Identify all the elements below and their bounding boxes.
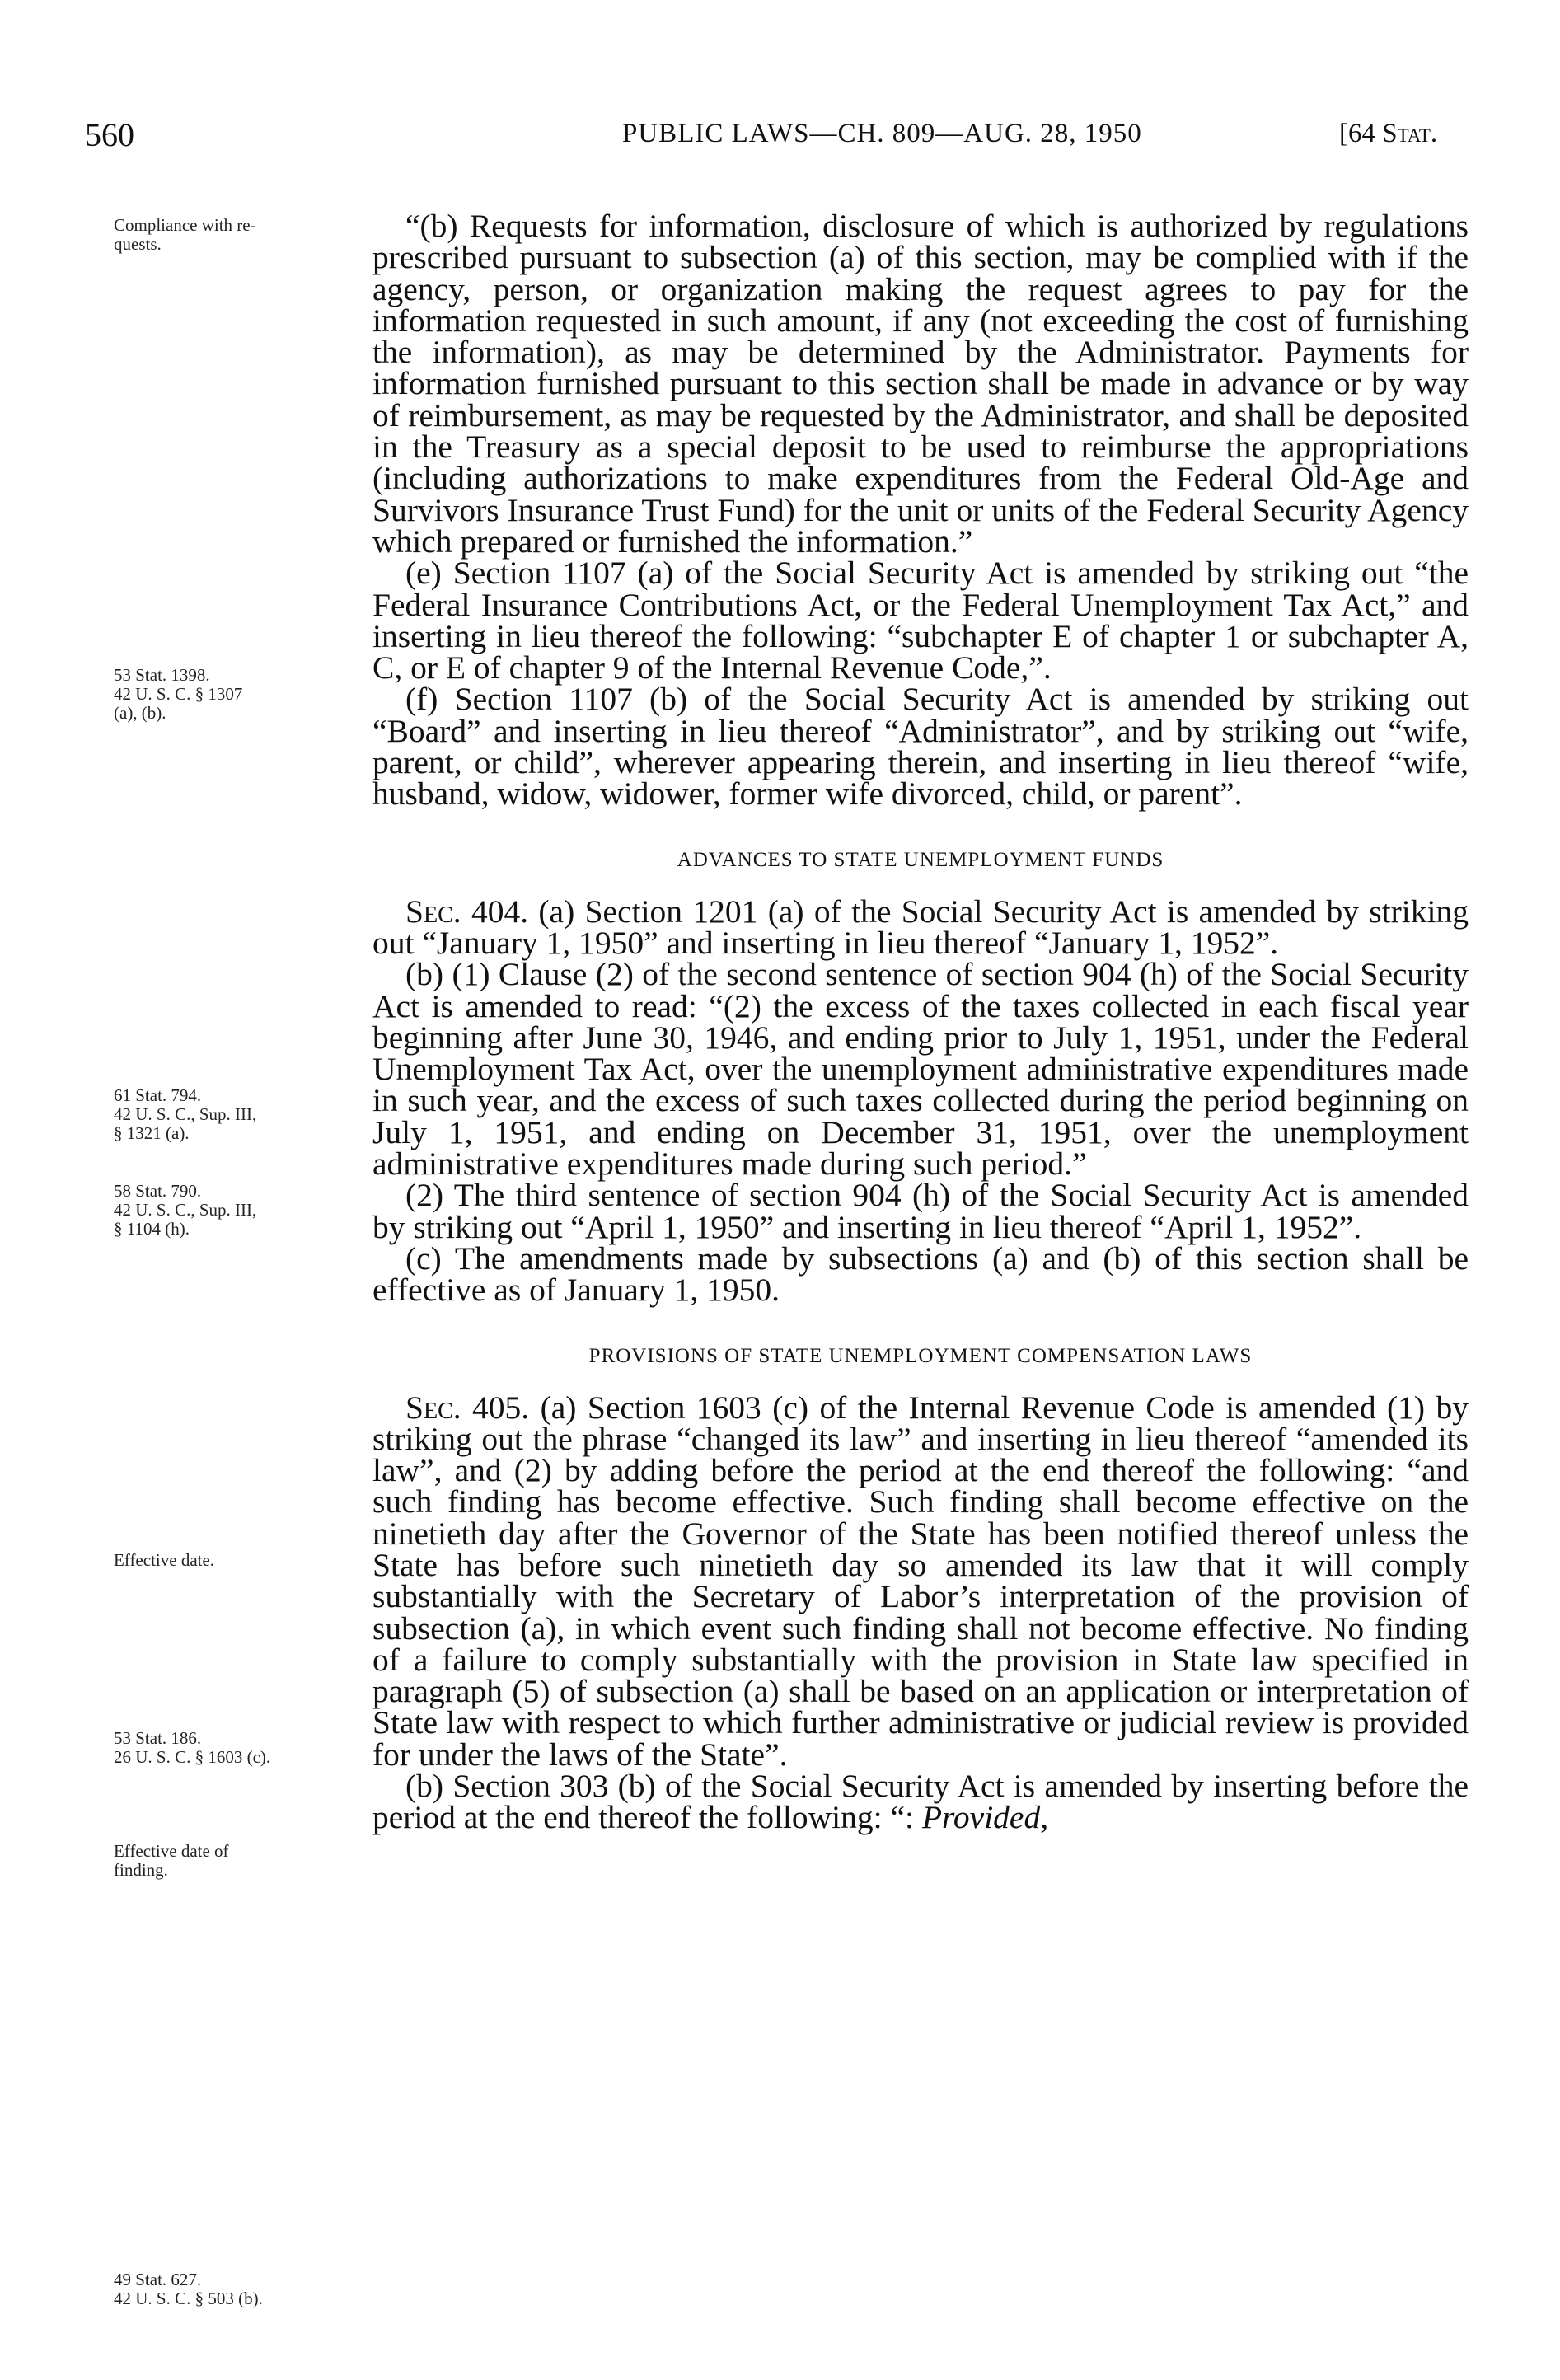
margin-note: 49 Stat. 627. 42 U. S. C. § 503 (b). [114,2270,263,2308]
section-label: Sec. 405. [405,1389,530,1426]
margin-note: Effective date. [114,1550,215,1570]
margin-note: Compliance with re- quests. [114,215,256,254]
margin-note: 53 Stat. 186. 26 U. S. C. § 1603 (c). [114,1728,271,1767]
margin-note: 58 Stat. 790. 42 U. S. C., Sup. III, § 1104 (h). [114,1181,257,1239]
section-heading: ADVANCES TO STATE UNEMPLOYMENT FUNDS [677,848,1164,871]
margin-note: 53 Stat. 1398. 42 U. S. C. § 1307 (a), (b). [114,665,243,723]
italic-provided: Provided, [921,1799,1049,1836]
sec-405-b: (b) Section 303 (b) of the Social Security Act is amended by inserting before the period at the end thereof the following: “: Provided, [372,1768,1469,1836]
paragraph-b: “(b) Requests for information, disclosure of which is authorized by regulations prescribed pursuant to subsection (a) of this section, may be complied with if the agency, person, or organization making the request agrees to pay for the information requested in such amount, if any (not exceeding the cost of furnishing the information), as may be determined by the Administrator. Payments for information furnished pursuant to this section shall be made in advance or by way of reimbursement, as may be requested by the Administrator, and shall be deposited in the Treasury as a special deposit to be used to reimburse the appropriations (including authorizations to make expenditures from the Federal Old-Age and Survivors Insurance Trust Fund) for the unit or units of the Federal Security Agency which prepared or furnished the information.” [372,208,1469,560]
page-number: 560 [85,116,134,153]
section-heading: PROVISIONS OF STATE UNEMPLOYMENT COMPENSATION LAWS [588,1344,1253,1367]
margin-note: Effective date of finding. [114,1841,229,1880]
volume-reference: [64 Stat. [1339,119,1438,148]
main-text [372,210,1469,1834]
running-title: PUBLIC LAWS—CH. 809—AUG. 28, 1950 [622,119,1142,148]
sec-404-a: Sec. 404. (a) Section 1201 (a) of the Social Security Act is amended by striking out “January 1, 1950” and inserting in lieu thereof “January 1, 1952”. [372,892,1469,961]
paragraph-f: (f) Section 1107 (b) of the Social Security Act is amended by striking out “Board” and inserting in lieu thereof “Administrator”, and by striking out “wife, parent, or child”, wherever appearing therein, and inserting in lieu thereof “wife, husband, widow, widower, former wife divorced, child, or parent”. [372,681,1469,813]
sec-404-b2: (2) The third sentence of section 904 (h) of the Social Security Act is amended by striking out “April 1, 1950” and inserting in lieu thereof “April 1, 1952”. [372,1177,1469,1245]
margin-note: 61 Stat. 794. 42 U. S. C., Sup. III, § 1321 (a). [114,1085,257,1143]
section-label: Sec. 404. [405,892,529,930]
paragraph-e: (e) Section 1107 (a) of the Social Security Act is amended by striking out “the Federal Insurance Contributions Act, or the Federal Unemployment Tax Act,” and inserting in lieu thereof the following: “subchapter E of chapter 1 or subchapter A, C, or E of chapter 9 of the Internal Revenue Code,”. [372,555,1469,686]
sec-404-b1: (b) (1) Clause (2) of the second sentence of section 904 (h) of the Social Security Act is amended to read: “(2) the excess of the taxes collected in each fiscal year beginning after June 30, 1946, and ending prior to July 1, 1951, under the Federal Unemployment Tax Act, over the unemployment administrative expenditures made in such year, and the excess of such taxes collected during the period beginning on July 1, 1951, and ending on December 31, 1951, over the unemployment administrative expenditures made during such period.” [372,956,1469,1183]
sec-405-a: Sec. 405. (a) Section 1603 (c) of the Internal Revenue Code is amended (1) by striking out the phrase “changed its law” and inserting in lieu thereof “amended its law”, and (2) by adding before the period at the end thereof the following: “and such finding has become effective. Such finding shall become effective on the ninetieth day after the Governor of the State has been notified thereof unless the State has before such ninetieth day so amended its law that it will comply substantially with the Secretary of Labor’s interpretation of the provision of subsection (a), in which event such finding shall not become effective. No finding of a failure to comply substantially with the provision in State law specified in paragraph (5) of subsection (a) shall be based on an application or interpretation of State law with respect to which further administrative or judicial review is provided for under the laws of the State”. [372,1389,1469,1773]
page-header [0,115,1560,157]
sec-404-c: (c) The amendments made by subsections (a) and (b) of this section shall be effective as of January 1, 1950. [372,1239,1469,1309]
